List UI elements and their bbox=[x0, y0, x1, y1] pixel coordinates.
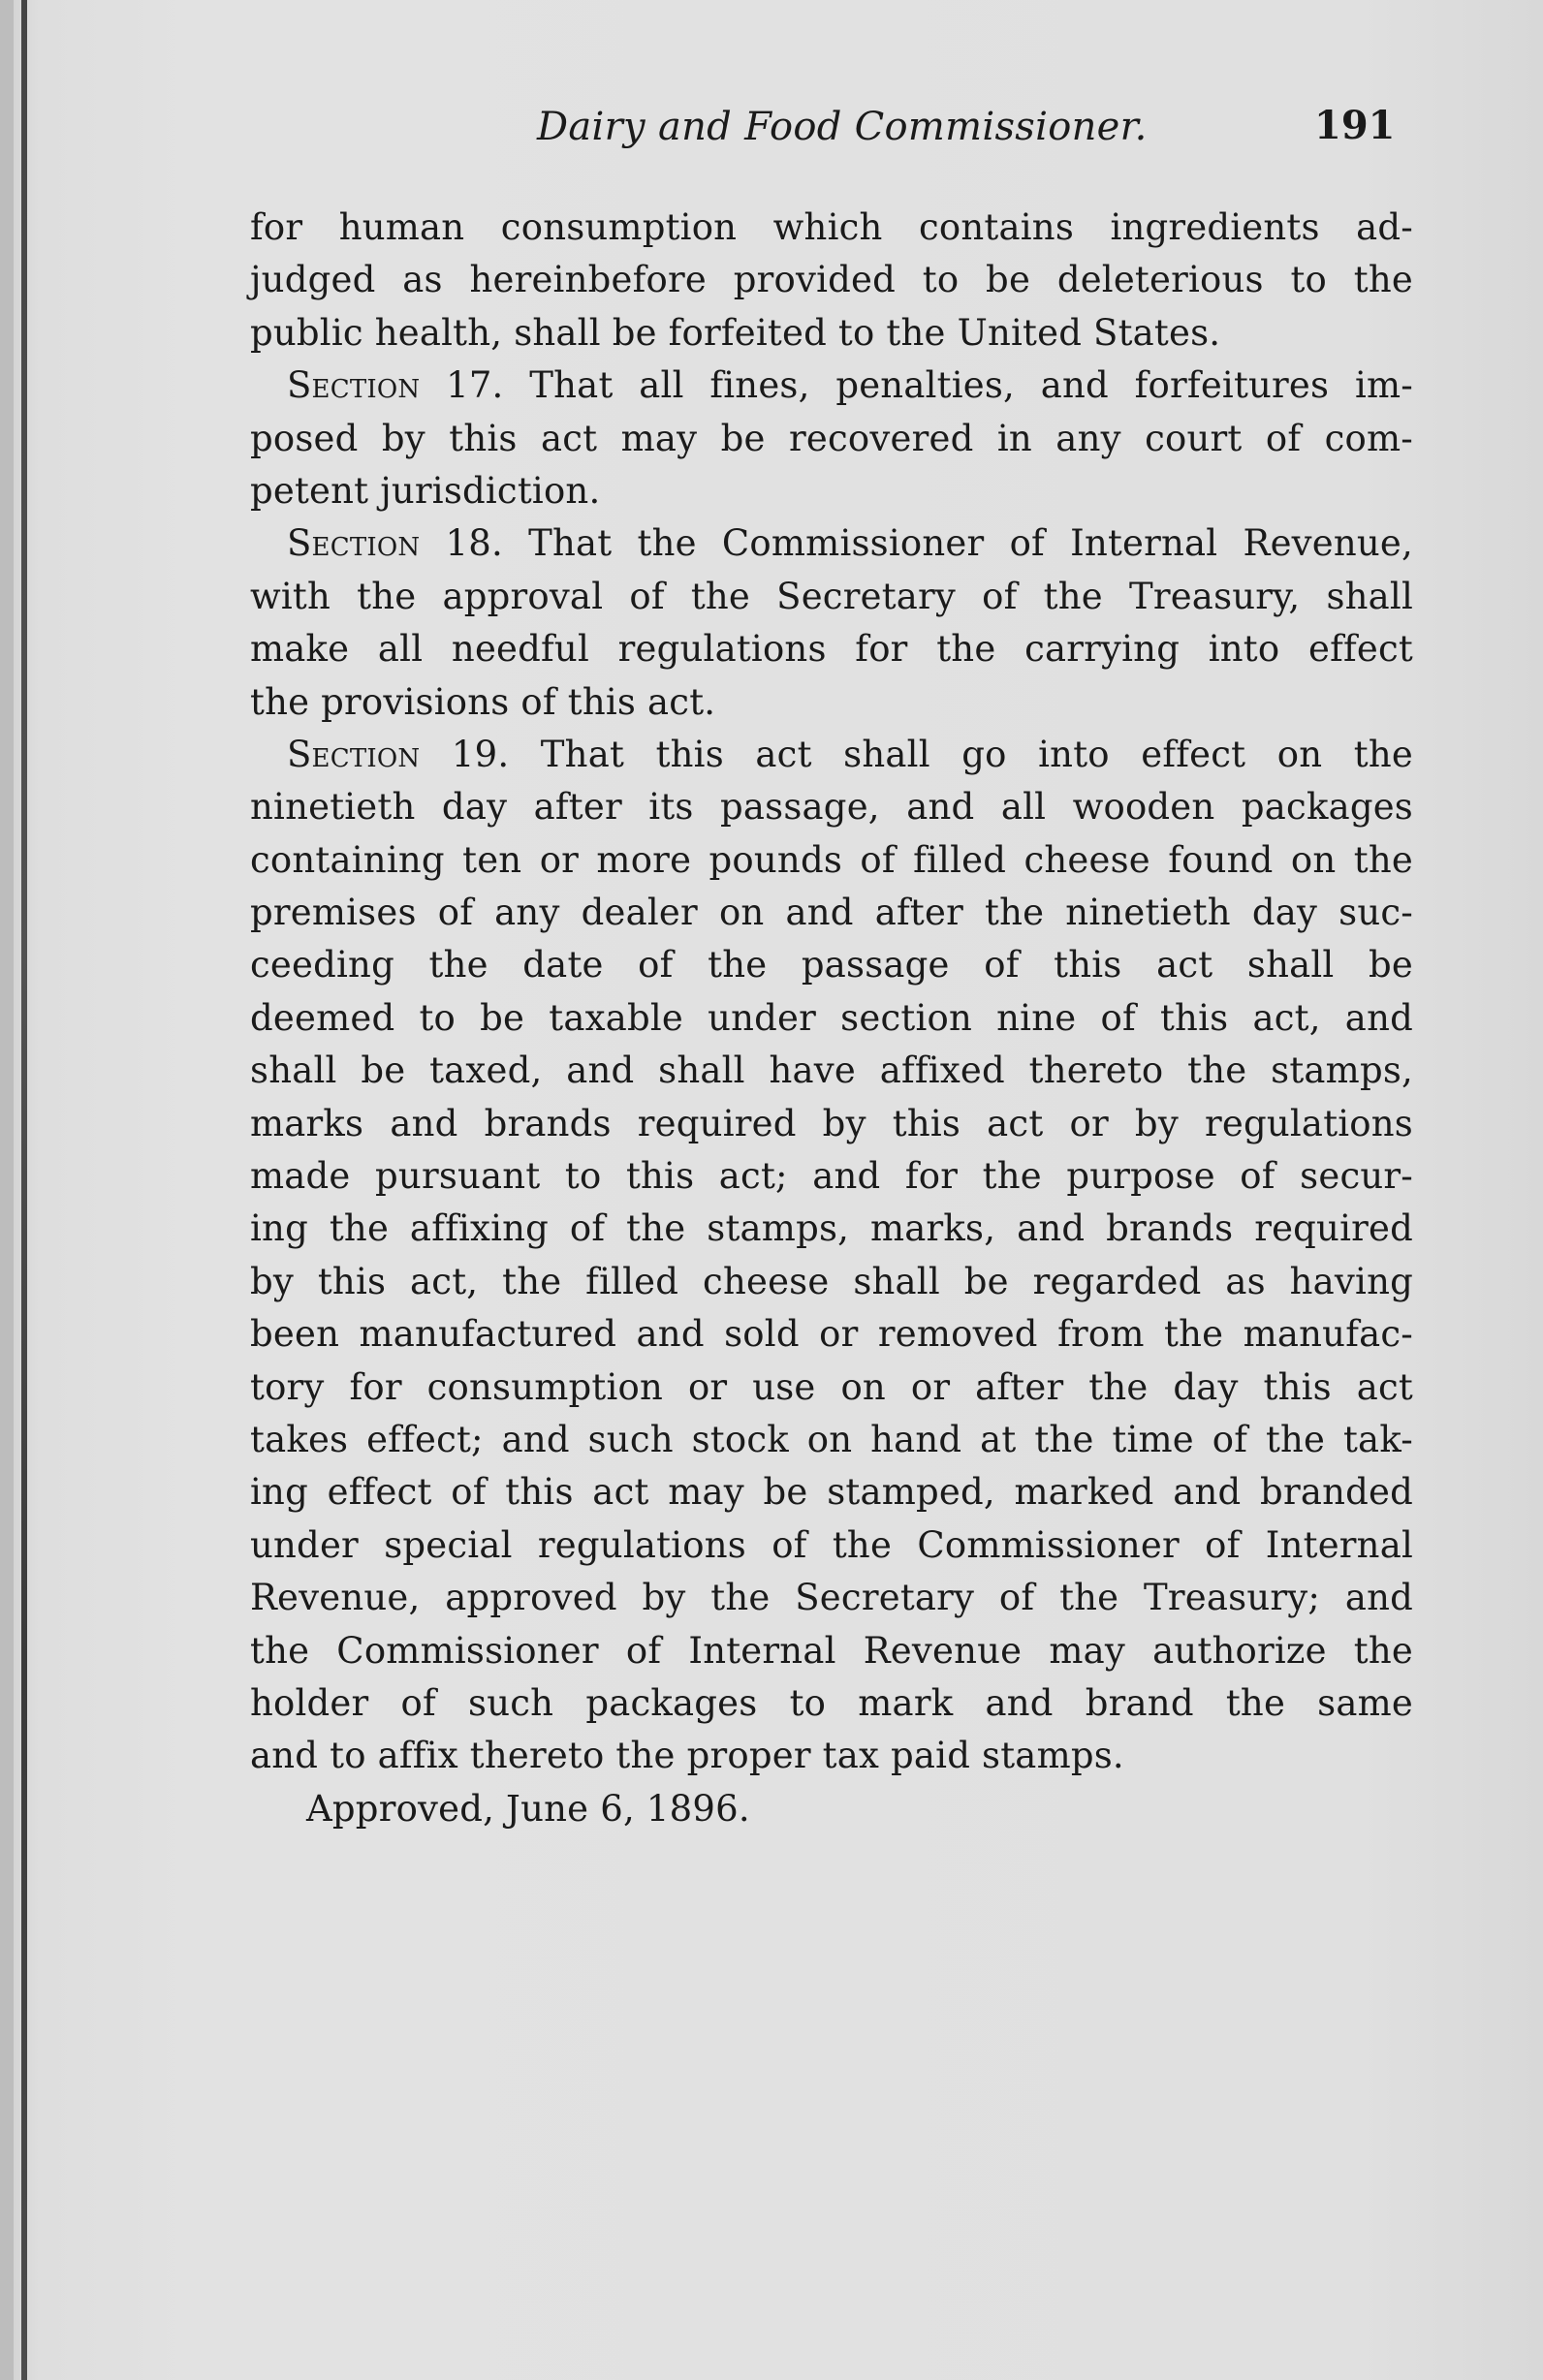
line-text: the provisions of this act. bbox=[250, 680, 716, 723]
text-line bbox=[250, 1098, 1413, 1150]
text-line bbox=[250, 1466, 1413, 1519]
text-line bbox=[250, 834, 1413, 887]
line-text: and to affix thereto the proper tax paid stamps. bbox=[250, 1735, 1124, 1777]
line-text: ninetieth day after its passage, and all wooden packages bbox=[250, 786, 1413, 829]
line-text: shall be taxed, and shall have affixed thereto the stamps, bbox=[250, 1049, 1413, 1092]
text-line bbox=[250, 1308, 1413, 1361]
text-line bbox=[250, 571, 1413, 623]
text-line bbox=[250, 676, 1413, 729]
line-text: public health, shall be forfeited to the United States. bbox=[250, 311, 1221, 354]
text-line bbox=[250, 781, 1413, 833]
text-line bbox=[250, 1519, 1413, 1572]
text-line bbox=[250, 1414, 1413, 1466]
text-line bbox=[250, 1203, 1413, 1255]
text-line bbox=[250, 992, 1413, 1045]
text-line bbox=[250, 1730, 1413, 1782]
line-text: by this act, the filled cheese shall be regarded as having bbox=[250, 1260, 1413, 1302]
text-line bbox=[250, 413, 1413, 465]
text-line bbox=[250, 1150, 1413, 1203]
line-text: 17. That all fines, penalties, and forfeitures im- bbox=[420, 364, 1413, 407]
text-line bbox=[250, 254, 1413, 306]
section-label: Section bbox=[287, 364, 421, 407]
section-label: Section bbox=[287, 522, 421, 565]
line-text: make all needful regulations for the carrying into effect bbox=[250, 628, 1413, 671]
page-gutter-shadow bbox=[0, 0, 14, 2380]
line-text: for human consumption which contains ingredients ad- bbox=[250, 206, 1413, 248]
page-header bbox=[0, 105, 1543, 163]
line-text: 18. That the Commissioner of Internal Revenue, bbox=[420, 522, 1413, 565]
text-line bbox=[250, 887, 1413, 939]
line-text: petent jurisdiction. bbox=[250, 469, 601, 512]
line-text: premises of any dealer on and after the ninetieth day suc- bbox=[250, 892, 1413, 934]
line-text: containing ten or more pounds of filled cheese found on the bbox=[250, 838, 1413, 881]
page-number: 191 bbox=[1314, 103, 1396, 148]
line-text: the Commissioner of Internal Revenue may authorize the bbox=[250, 1629, 1413, 1672]
text-line bbox=[250, 623, 1413, 675]
line-text: judged as hereinbefore provided to be deleterious to the bbox=[250, 259, 1413, 301]
line-text: 19. That this act shall go into effect on the bbox=[420, 733, 1413, 775]
text-line bbox=[250, 729, 1413, 781]
text-line bbox=[250, 360, 1413, 412]
line-text: holder of such packages to mark and brand the same bbox=[250, 1681, 1413, 1724]
text-line bbox=[250, 1256, 1413, 1308]
text-line bbox=[250, 939, 1413, 991]
line-text: ing the affixing of the stamps, marks, and brands required bbox=[250, 1207, 1413, 1250]
binding-edge bbox=[21, 0, 27, 2380]
line-text: been manufactured and sold or removed from the manufac- bbox=[250, 1313, 1413, 1356]
line-text: under special regulations of the Commissioner of Internal bbox=[250, 1523, 1413, 1566]
text-line bbox=[250, 1045, 1413, 1097]
line-text: posed by this act may be recovered in any court of com- bbox=[250, 417, 1413, 459]
line-text: ing effect of this act may be stamped, marked and branded bbox=[250, 1471, 1413, 1514]
line-text: takes effect; and such stock on hand at the time of the tak- bbox=[250, 1418, 1413, 1460]
text-line bbox=[250, 202, 1413, 254]
line-text: ceeding the date of the passage of this act shall be bbox=[250, 944, 1413, 986]
text-line bbox=[250, 1362, 1413, 1414]
text-line bbox=[250, 307, 1413, 360]
text-line bbox=[250, 1625, 1413, 1677]
line-text: deemed to be taxable under section nine of this act, and bbox=[250, 996, 1413, 1039]
line-text: marks and brands required by this act or by regulations bbox=[250, 1102, 1413, 1144]
text-line bbox=[250, 465, 1413, 517]
line-text: with the approval of the Secretary of the Treasury, shall bbox=[250, 575, 1413, 617]
approval-date: Approved, June 6, 1896. bbox=[306, 1787, 750, 1830]
text-line bbox=[250, 517, 1413, 570]
line-text: tory for consumption or use on or after the day this act bbox=[250, 1365, 1413, 1408]
text-line bbox=[250, 1677, 1413, 1730]
text-line bbox=[250, 1572, 1413, 1624]
section-label: Section bbox=[287, 733, 421, 775]
running-title: Dairy and Food Commissioner. bbox=[537, 105, 1148, 149]
line-text: Revenue, approved by the Secretary of the Treasury; and bbox=[250, 1577, 1413, 1619]
body-text bbox=[250, 202, 1413, 1835]
line-text: made pursuant to this act; and for the purpose of secur- bbox=[250, 1155, 1413, 1198]
